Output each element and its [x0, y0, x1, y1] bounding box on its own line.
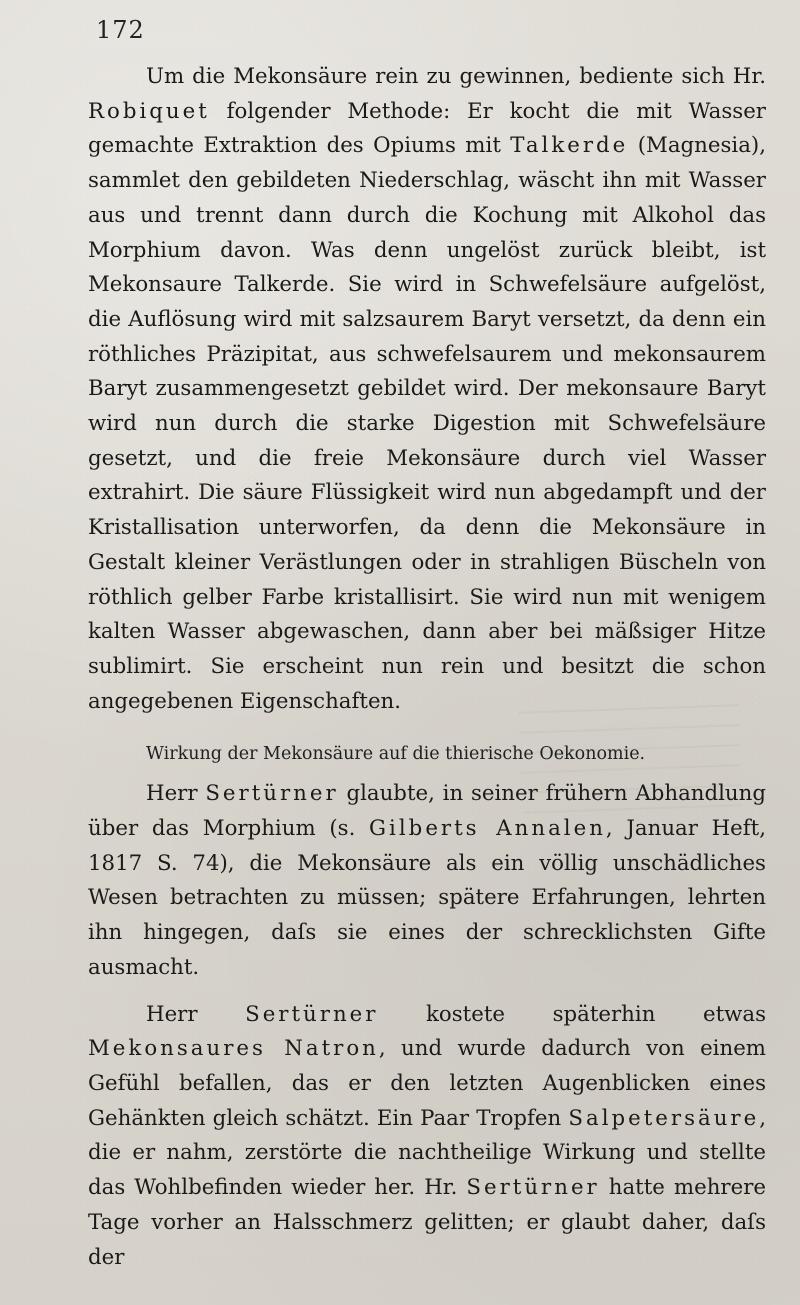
paragraph-2	[88, 777, 766, 985]
paragraph-3	[88, 998, 766, 1276]
p3-seg-4: , und wurde dadurch von einem Gefühl befallen, das er den letzten Augenblicken eines Gehänkten gleich schätzt. Ein Paar Tropfen	[88, 1036, 766, 1131]
p1-seg-2: folgender Methode: Er kocht die mit Wasser gemachte Extraktion des Opiums mit	[88, 98, 766, 159]
p3-seg-2: kostete späterhin etwas	[378, 1001, 766, 1027]
p3-seg-6: , die er nahm, zerstörte die nachtheilige Wirkung und stellte das Wohlbefinden wieder her. Hr.	[88, 1105, 766, 1201]
p3-seg-1: Sertürner	[245, 1001, 379, 1027]
page-number: 172	[96, 16, 145, 44]
p2-seg-2: glaubte, in seiner frühern Abhandlung über das Morphium (s.	[88, 781, 766, 842]
p1-seg-3: Talkerde	[510, 133, 629, 159]
section-heading: Wirkung der Mekonsäure auf die thierische Oekonomie.	[146, 744, 646, 765]
p1-seg-1: Robiquet	[88, 98, 210, 124]
paragraph-1	[88, 60, 766, 719]
p2-seg-0: Herr	[146, 781, 206, 807]
p2-seg-1: Sertürner	[205, 781, 339, 807]
p3-seg-3: Mekonsaures Natron	[88, 1036, 379, 1062]
p3-seg-7: Sertürner	[466, 1175, 600, 1201]
p2-seg-4: , Januar Heft, 1817 S. 74), die Mekonsäure als ein völlig unschädliches Wesen betrachten zu müssen; spätere Erfahrungen, lehrten ihn hingegen, daſs sie eines der schrecklichsten Gifte ausmacht.	[88, 816, 767, 980]
p2-seg-3: Gilberts Annalen	[369, 816, 606, 842]
p3-seg-8: hatte mehrere Tage vorher an Halsschmerz gelitten; er glaubt daher, daſs der	[88, 1175, 766, 1270]
p3-seg-0: Herr	[146, 1001, 246, 1027]
p1-seg-4: (Magnesia), sammlet den gebildeten Niederschlag, wäscht ihn mit Wasser aus und trennt dann durch die Kochung mit Alkohol das Morphium davon. Was denn ungelöst zurück bleibt, ist Mekonsaure Talkerde. Sie wird in Schwefelsäure aufgelöst, die Auflösung wird mit salzsaurem Baryt versetzt, da denn ein röthliches Präzipitat, aus schwefelsaurem und mekonsaurem Baryt zusammengesetzt gebildet wird. Der mekonsaure Baryt wird nun durch die starke Digestion mit Schwefelsäure gesetzt, und die freie Mekonsäure durch viel Wasser extrahirt. Die säure Flüssigkeit wird nun abgedampft und der Kristallisation unterworfen, da denn die Mekonsäure in Gestalt kleiner Verästlungen oder in strahligen Büscheln von röthlich gelber Farbe kristallisirt. Sie wird nun mit wenigem kalten Wasser abgewaschen, dann aber bei mäßsiger Hitze sublimirt. Sie erscheint nun rein und besitzt die schon angegebenen Eigenschaften.	[88, 133, 766, 714]
page-content	[88, 60, 766, 1275]
p3-seg-5: Salpetersäure	[568, 1105, 760, 1131]
p1-seg-0: Um die Mekonsäure rein zu gewinnen, bediente sich Hr.	[146, 64, 766, 89]
